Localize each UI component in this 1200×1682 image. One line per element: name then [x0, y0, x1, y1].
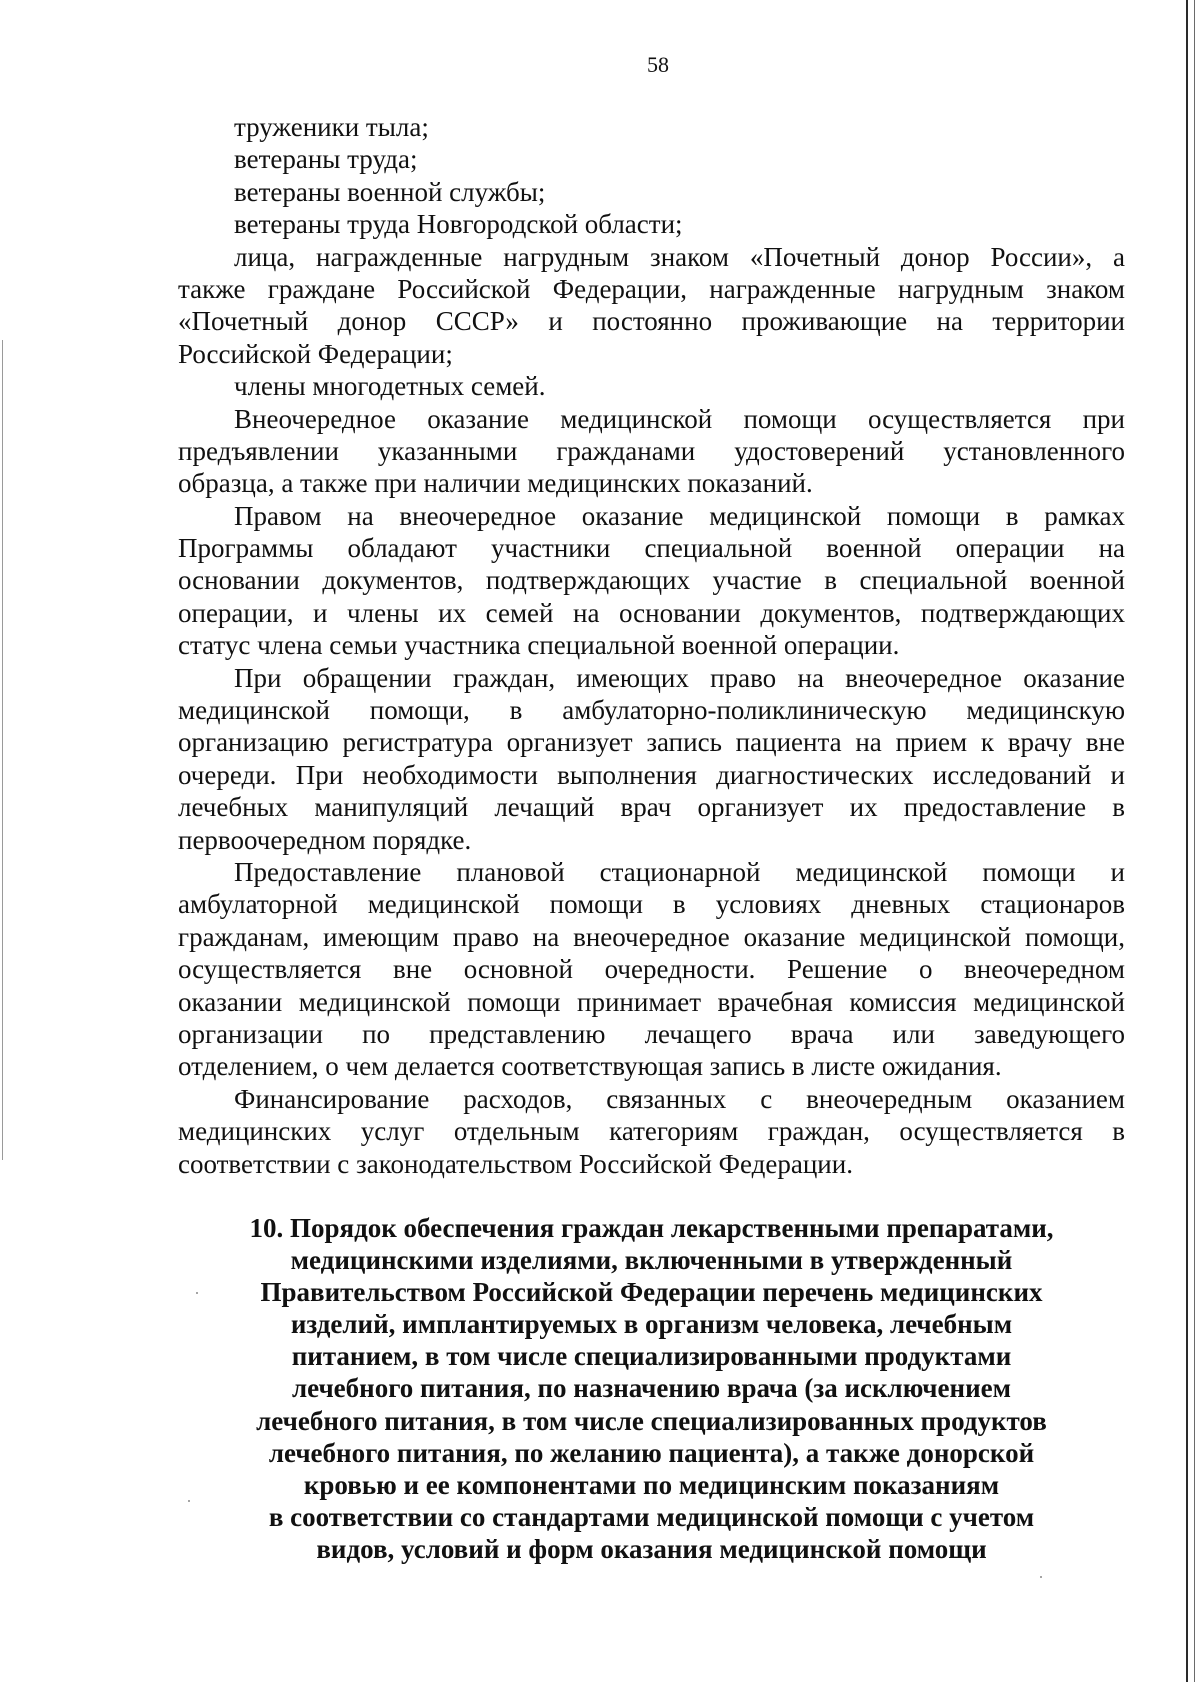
paragraph-line: Предоставление плановой стационарной медицинской помощи и [234, 856, 1125, 887]
paragraph-line: образца, а также при наличии медицинских показаний. [178, 468, 813, 499]
paragraph-line: соответствии с законодательством Российской Федерации. [178, 1148, 853, 1179]
list-item: члены многодетных семей. [234, 371, 546, 402]
heading-line: лечебного питания, по желанию пациента), а также донорской [268, 1437, 1035, 1468]
paragraph-line: Финансирование расходов, связанных с внеочередным оказанием [234, 1083, 1125, 1114]
paragraph-line: операции, и члены их семей на основании документов, подтверждающих [178, 597, 1125, 628]
list-item: труженики тыла; [234, 112, 429, 142]
paragraph-line: оказании медицинской помощи принимает врачебная комиссия медицинской [178, 986, 1125, 1017]
page-number: 58 [647, 52, 669, 77]
paragraph-line: гражданам, имеющим право на внеочередное оказание медицинской помощи, [178, 921, 1125, 952]
paragraph-line: отделением, о чем делается соответствующая запись в листе ожидания. [178, 1051, 1002, 1082]
paragraph-line: медицинских услуг отдельным категориям граждан, осуществляется в [178, 1116, 1125, 1147]
paragraph-line: статус члена семьи участника специальной военной операции. [178, 630, 900, 661]
paragraph-line: При обращении граждан, имеющих право на внеочередное оказание [234, 662, 1125, 693]
paragraph-line: основании документов, подтверждающих участие в специальной военной [178, 565, 1125, 596]
paragraph-line: лечебных манипуляций лечащий врач организует их предоставление в [178, 792, 1125, 823]
paragraph-line: лица, награжденные нагрудным знаком «Почетный донор России», а [234, 241, 1125, 272]
paragraph-line: Российской Федерации; [178, 338, 453, 369]
paragraph-line: организации по представлению лечащего врача или заведующего [178, 1018, 1125, 1049]
body-text [178, 111, 1125, 1180]
paragraph-line: медицинской помощи, в амбулаторно-поликлиническую медицинскую [178, 695, 1125, 726]
paragraph-line: Программы обладают участники специальной военной операции на [178, 533, 1125, 564]
scan-border-right-outer [1194, 0, 1195, 1682]
paragraph-line: осуществляется вне основной очередности. Решение о внеочередном [178, 954, 1125, 985]
paragraph-line: первоочередном порядке. [178, 824, 472, 855]
heading-line: изделий, имплантируемых в организм человека, лечебным [290, 1309, 1013, 1340]
scan-border-right [1186, 0, 1188, 1682]
list-item: ветераны труда; [234, 144, 418, 175]
heading-line: видов, условий и форм оказания медицинской помощи [316, 1533, 987, 1564]
heading-line: в соответствии со стандартами медицинской помощи с учетом [268, 1501, 1035, 1532]
heading-line: лечебного питания, по назначению врача (за исключением [291, 1373, 1012, 1404]
paragraph-line: амбулаторной медицинской помощи в условиях дневных стационаров [178, 889, 1125, 920]
section-heading [178, 1212, 1125, 1565]
paragraph-line: также граждане Российской Федерации, награжденные нагрудным знаком [178, 273, 1125, 304]
heading-line: лечебного питания, в том числе специализированных продуктов [256, 1405, 1047, 1436]
heading-line: питанием, в том числе специализированными продуктами [291, 1341, 1012, 1372]
paragraph-line: предъявлении указанными гражданами удостоверений установленного [178, 435, 1125, 466]
paragraph-line: «Почетный донор СССР» и постоянно проживающие на территории [178, 306, 1125, 337]
scan-speck [1040, 1576, 1042, 1578]
heading-line: 10. Порядок обеспечения граждан лекарственными препаратами, [249, 1213, 1054, 1243]
heading-line: Правительством Российской Федерации перечень медицинских [260, 1277, 1043, 1308]
heading-line: кровью и ее компонентами по медицинским показаниям [303, 1469, 1000, 1500]
paragraph-line: Правом на внеочередное оказание медицинской помощи в рамках [234, 500, 1125, 531]
paragraph-line: Внеочередное оказание медицинской помощи осуществляется при [234, 403, 1125, 434]
paragraph-line: организацию регистратура организует запись пациента на прием к врачу вне [178, 727, 1125, 758]
list-item: ветераны военной службы; [234, 176, 546, 207]
scan-border-left [2, 340, 3, 1160]
list-item: ветераны труда Новгородской области; [234, 209, 683, 240]
paragraph-line: очереди. При необходимости выполнения диагностических исследований и [178, 759, 1125, 790]
heading-line: медицинскими изделиями, включенными в утвержденный [290, 1245, 1013, 1276]
